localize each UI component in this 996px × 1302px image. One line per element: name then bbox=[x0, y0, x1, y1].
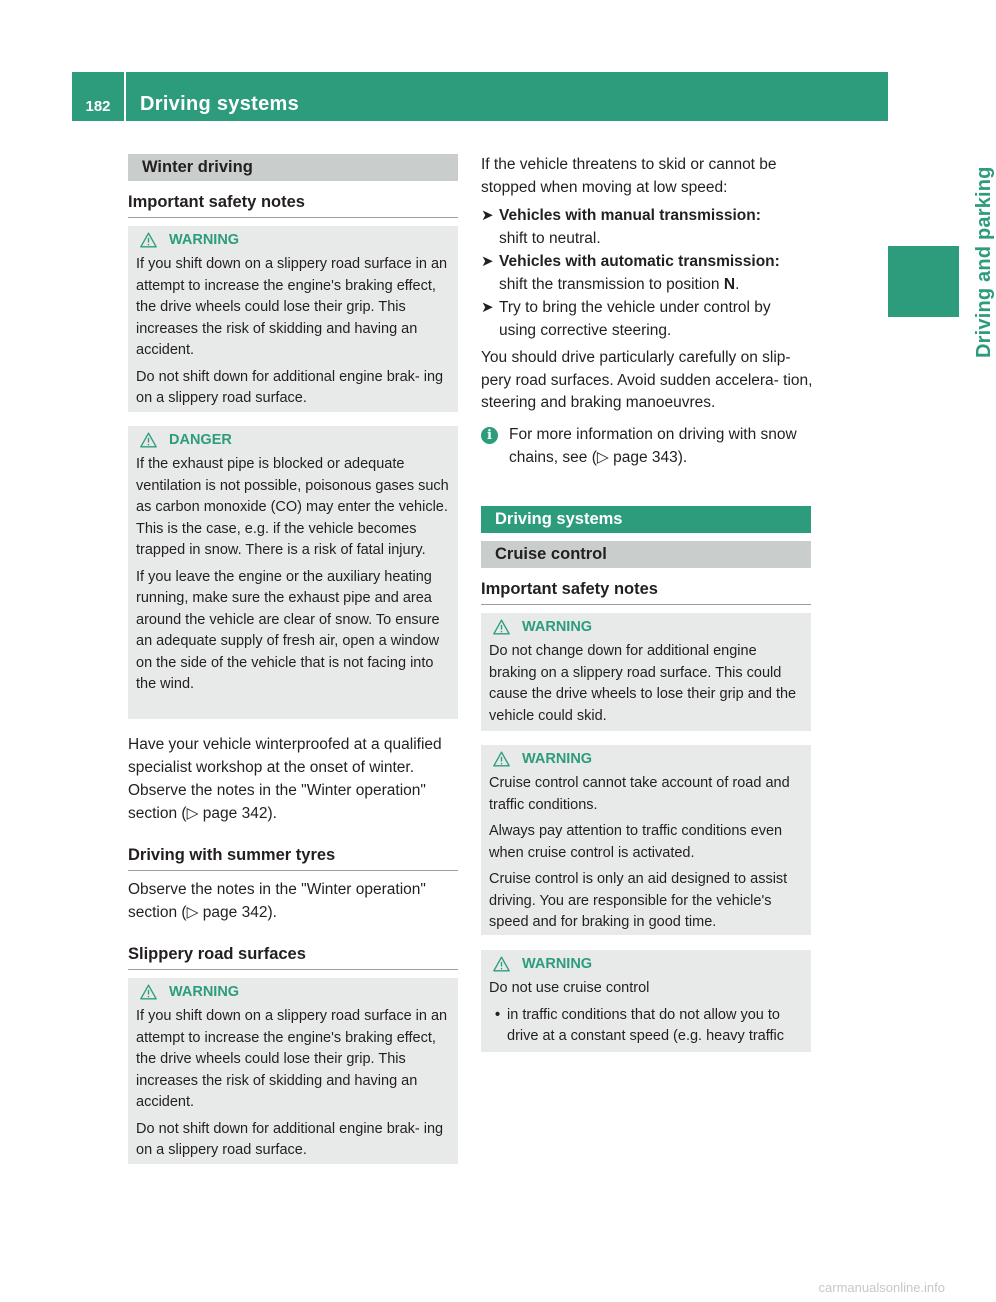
info-note: i For more information on driving with snow chains, see (▷ page 343). bbox=[481, 424, 811, 469]
section-driving-systems: Driving systems bbox=[481, 506, 811, 533]
body-paragraph: You should drive particularly carefully on slip- pery road surfaces. Avoid sudden accelera- tion, steering and braking manoeuvres. bbox=[481, 349, 813, 411]
step-arrow-icon: ➤ bbox=[481, 253, 494, 270]
warning-triangle-icon bbox=[493, 751, 510, 767]
warning-label: WARNING bbox=[522, 751, 593, 767]
step-arrow-icon: ➤ bbox=[481, 299, 494, 316]
body-paragraph: Observe the notes in the "Winter operation" section (▷ page 342). bbox=[128, 782, 426, 822]
subheading-important-safety-notes: Important safety notes bbox=[481, 580, 811, 605]
warning-label: WARNING bbox=[522, 619, 593, 635]
section-cruise-control: Cruise control bbox=[481, 541, 811, 568]
danger-box bbox=[128, 426, 458, 719]
warning-box bbox=[128, 226, 458, 412]
warning-box bbox=[481, 745, 811, 935]
warning-triangle-icon bbox=[140, 432, 157, 448]
danger-text: If the exhaust pipe is blocked or adequate ventilation is not possible, poisonous gases such as carbon monoxide (CO) may enter the vehicle. This is the case, e.g. if the vehicle becomes trapped in snow. There is a risk of fatal injury. bbox=[136, 456, 449, 558]
danger-label: DANGER bbox=[169, 432, 232, 448]
warning-triangle-icon bbox=[493, 619, 510, 635]
step-item: ➤ Vehicles with manual transmission: shift to neutral. bbox=[481, 207, 761, 247]
danger-text: If you leave the engine or the auxiliary heating running, make sure the exhaust pipe and area around the vehicle are clear of snow. To ensure an adequate supply of fresh air, open a window on the side of the vehicle that is not facing into the wind. bbox=[136, 568, 440, 692]
warning-text: Do not shift down for additional engine brak- ing on a slippery road surface. bbox=[136, 1120, 444, 1158]
step-item: ➤ Try to bring the vehicle under control by using corrective steering. bbox=[481, 299, 771, 339]
warning-box bbox=[481, 613, 811, 731]
subheading-slippery-roads: Slippery road surfaces bbox=[128, 945, 458, 970]
step-item: ➤ Vehicles with automatic transmission: shift the transmission to position N. bbox=[481, 253, 780, 293]
warning-label: WARNING bbox=[169, 232, 240, 248]
warning-text: If you shift down on a slippery road surface in an attempt to increase the engine's braking effect, the drive wheels could lose their grip. This increases the risk of skidding and having an accident. bbox=[136, 256, 448, 358]
warning-text: Do not shift down for additional engine brak- ing on a slippery road surface. bbox=[136, 368, 444, 406]
subheading-important-safety-notes: Important safety notes bbox=[128, 193, 458, 218]
warning-triangle-icon bbox=[140, 984, 157, 1000]
warning-box bbox=[481, 950, 811, 1052]
section-winter-driving: Winter driving bbox=[128, 154, 458, 181]
warning-list bbox=[489, 1005, 803, 1048]
warning-text: Do not change down for additional engine braking on a slippery road surface. This could cause the drive wheels to lose their grip and the vehicle could skid. bbox=[489, 643, 797, 724]
page-title: Driving systems bbox=[140, 93, 300, 115]
warning-text: Cruise control cannot take account of road and traffic conditions. bbox=[489, 775, 790, 813]
info-icon: i bbox=[481, 427, 498, 444]
warning-text: Cruise control is only an aid designed to assist driving. You are responsible for the vehicle's speed and for braking in good time. bbox=[489, 871, 788, 930]
page-number: 182 bbox=[85, 98, 111, 115]
footer-watermark: carmanualsonline.info bbox=[818, 1280, 945, 1295]
warning-triangle-icon bbox=[140, 232, 157, 248]
body-paragraph: Observe the notes in the "Winter operation" section (▷ page 342). bbox=[128, 881, 426, 921]
header-divider bbox=[124, 72, 126, 121]
warning-text: Do not use cruise control bbox=[489, 980, 650, 996]
side-tab-label: Driving and parking bbox=[973, 166, 995, 358]
body-paragraph: If the vehicle threatens to skid or cannot be stopped when moving at low speed: bbox=[481, 156, 777, 196]
warning-text: If you shift down on a slippery road surface in an attempt to increase the engine's braking effect, the drive wheels could lose their grip. This increases the risk of skidding and having an accident. bbox=[136, 1008, 448, 1110]
body-paragraph: Have your vehicle winterproofed at a qualified specialist workshop at the onset of winter. bbox=[128, 736, 442, 776]
subheading-summer-tyres: Driving with summer tyres bbox=[128, 846, 458, 871]
step-arrow-icon: ➤ bbox=[481, 207, 494, 224]
chapter-green-square bbox=[888, 246, 959, 317]
warning-triangle-icon bbox=[493, 956, 510, 972]
list-item: • in traffic conditions that do not allow you to drive at a constant speed (e.g. heavy traffic bbox=[489, 1005, 803, 1048]
warning-label: WARNING bbox=[522, 956, 593, 972]
warning-box bbox=[128, 978, 458, 1164]
warning-label: WARNING bbox=[169, 984, 240, 1000]
warning-text: Always pay attention to traffic conditions even when cruise control is activated. bbox=[489, 823, 783, 861]
